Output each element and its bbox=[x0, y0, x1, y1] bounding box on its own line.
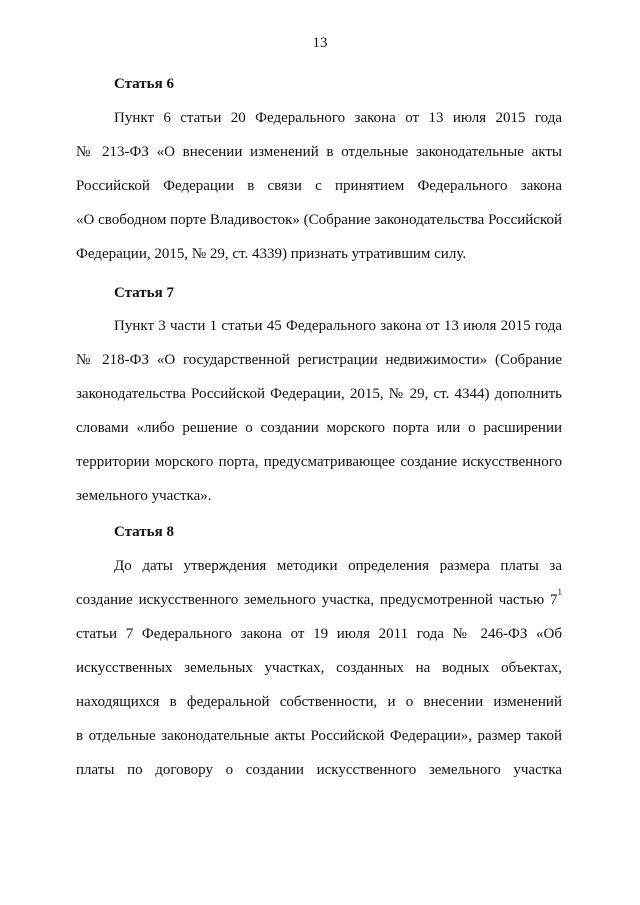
article-8-line: искусственных земельных участках, созданных на водных объектах, bbox=[76, 660, 562, 676]
article-6-line: «О свободном порте Владивосток» (Собрание законодательства Российской bbox=[76, 212, 562, 228]
article-8-line-text: создание искусственного земельного участка, предусмотренной частью 7 bbox=[76, 592, 558, 608]
article-6-line: № 213-ФЗ «О внесении изменений в отдельные законодательные акты bbox=[76, 144, 562, 160]
article-8-line: в отдельные законодательные акты Российской Федерации», размер такой bbox=[76, 728, 562, 744]
article-8-line: находящихся в федеральной собственности, и о внесении изменений bbox=[76, 694, 562, 710]
article-8-line: платы по договору о создании искусственного земельного участка bbox=[76, 762, 562, 778]
article-8-text bbox=[76, 549, 562, 787]
article-7-line: земельного участка». bbox=[76, 488, 212, 504]
article-7-line: законодательства Российской Федерации, 2015, № 29, ст. 4344) дополнить bbox=[76, 386, 562, 402]
article-8-line: статьи 7 Федерального закона от 19 июля 2011 года № 246-ФЗ «Об bbox=[76, 626, 562, 642]
article-7-text bbox=[76, 309, 562, 513]
article-8-line-with-superscript bbox=[76, 583, 562, 617]
article-8-line: До даты утверждения методики определения размера платы за bbox=[114, 558, 562, 574]
article-7-line: словами «либо решение о создании морского порта или о расширении bbox=[76, 420, 562, 436]
page-number: 13 bbox=[312, 35, 328, 51]
article-6-text bbox=[76, 101, 562, 271]
article-6-heading: Статья 6 bbox=[114, 76, 174, 92]
article-7-heading: Статья 7 bbox=[114, 285, 174, 301]
article-8-heading: Статья 8 bbox=[114, 524, 174, 540]
article-6-line: Федерации, 2015, № 29, ст. 4339) признать утратившим силу. bbox=[76, 246, 467, 262]
superscript-marker: 1 bbox=[557, 587, 562, 597]
article-7-line: № 218-ФЗ «О государственной регистрации недвижимости» (Собрание bbox=[76, 352, 562, 368]
article-7-line: территории морского порта, предусматривающее создание искусственного bbox=[76, 454, 562, 470]
article-6-line: Российской Федерации в связи с принятием Федерального закона bbox=[76, 178, 562, 194]
article-7-line: Пункт 3 части 1 статьи 45 Федерального закона от 13 июля 2015 года bbox=[114, 318, 562, 334]
article-6-line: Пункт 6 статьи 20 Федерального закона от 13 июля 2015 года bbox=[114, 110, 562, 126]
